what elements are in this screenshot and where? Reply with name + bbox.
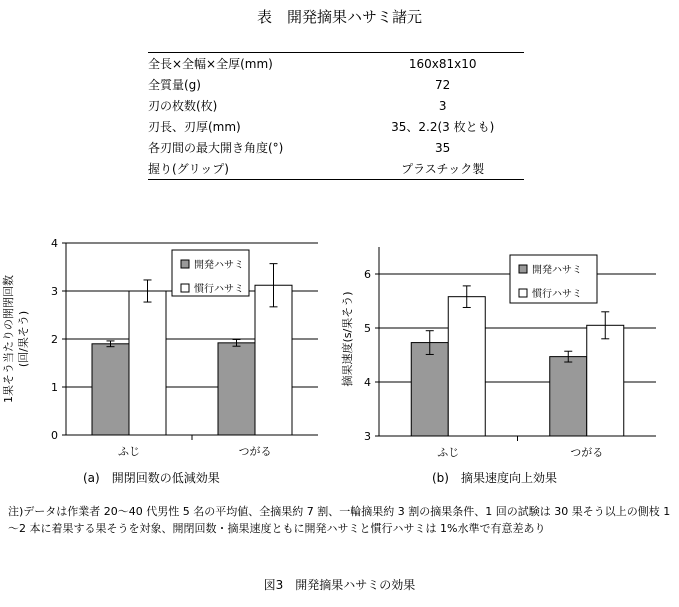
spec-value: 160x81x10 [361,53,524,75]
chart-b-legend-swatch [519,289,527,297]
spec-value: 35 [435,140,451,155]
chart-b-legend-label: 開発ハサミ [532,265,582,276]
chart-b-legend-label: 慣行ハサミ [532,289,582,300]
chart-a-x-tick-label: つがる [238,445,272,458]
chart-b-y-tick-label: 4 [364,376,371,389]
chart-a-y-axis-label: (回/果そう) [17,310,30,368]
spec-label: 全長×全幅×全厚(mm) [148,53,361,75]
spec-row [148,74,524,95]
chart-b-caption: (b) 摘果速度向上効果 [432,471,557,485]
chart-b-thinning-speed [338,225,679,470]
spec-value: 35、2.2(3 枚とも) [391,120,495,134]
chart-a-x-tick-label: ふじ [118,445,140,458]
chart-a-y-tick-label: 4 [51,237,58,250]
chart-b-bar [411,343,448,436]
spec-row [148,53,524,75]
table-title: 表 開発摘果ハサミ諸元 [256,8,422,26]
chart-a-y-tick-label: 3 [51,285,58,298]
spec-label: 各刃間の最大開き角度(°) [148,141,284,155]
chart-a-bar [92,344,129,435]
chart-b-bar [448,297,485,436]
chart-b-bar [587,325,624,436]
chart-a-legend-label: 慣行ハサミ [194,284,244,295]
spec-value: 72 [435,77,451,92]
chart-a-bar [218,343,255,435]
chart-a-y-tick-label: 2 [51,333,58,346]
spec-label: 刃の枚数(枚) [148,99,218,113]
chart-b-x-tick-label: ふじ [437,446,460,459]
spec-label: 全質量(g) [148,78,201,92]
chart-a-open-close-count [0,225,335,470]
chart-b-bar [550,357,587,436]
chart-a-legend-swatch [181,284,189,292]
chart-a-caption: (a) 開閉回数の低減効果 [83,471,220,485]
chart-a-bar [255,285,292,435]
chart-a-bar [129,291,166,435]
chart-b-y-tick-label: 3 [364,430,371,443]
spec-label: 刃長、刃厚(mm) [148,120,241,134]
chart-b-y-tick-label: 5 [364,322,371,335]
chart-a-legend-label: 開発ハサミ [194,260,244,271]
spec-label: 握り(グリップ) [148,158,361,180]
spec-row [148,116,524,137]
chart-b-legend-swatch [519,265,527,273]
chart-a-y-axis-label: 1果そう当たりの開閉回数 [2,275,15,403]
chart-b-x-tick-label: つがる [570,446,604,459]
figure-caption: 図3 開発摘果ハサミの効果 [263,578,416,592]
chart-b-y-axis-label: 摘果速度(s/果そう) [341,291,354,387]
chart-a-y-tick-label: 0 [51,429,58,442]
spec-value: プラスチック製 [361,158,524,180]
footnote: 注)データは作業者 20～40 代男性 5 名の平均値、全摘果約 7 割、一輪摘果約 3 割の摘果条件、1 回の試験は 30 果そう以上の側枝 1～2 本に着果する果そうを対象、開閉回数・摘果速度ともに開発ハサミと慣行ハサミは 1%水準で有意差あり [8,505,671,535]
spec-value: 3 [438,98,447,113]
spec-table [148,52,524,180]
spec-row [148,158,524,180]
spec-row [148,95,524,116]
chart-a-legend-swatch [181,260,189,268]
chart-b-y-tick-label: 6 [364,268,371,281]
spec-row [148,137,524,158]
chart-a-y-tick-label: 1 [51,381,58,394]
